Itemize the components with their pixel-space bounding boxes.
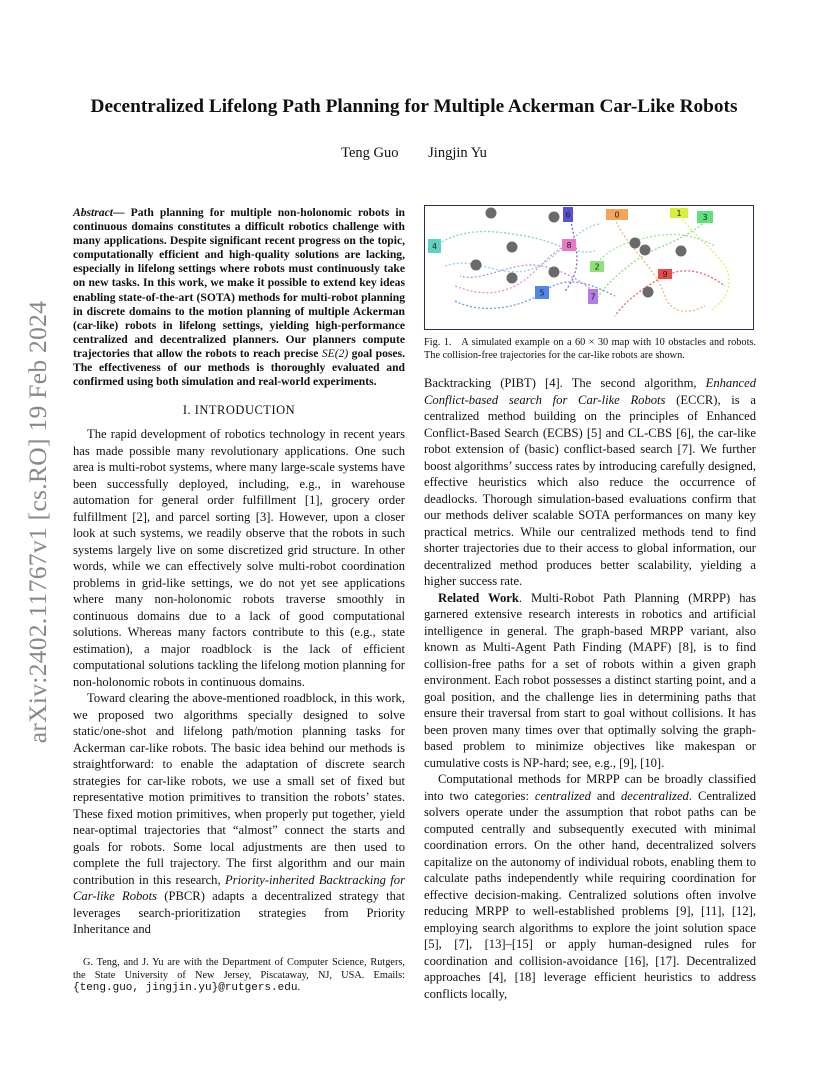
obstacle-circle — [643, 287, 654, 298]
obstacle-circle — [640, 245, 651, 256]
obstacle-circle — [507, 242, 518, 253]
robot-6 — [563, 207, 573, 222]
trajectory-path — [565, 216, 577, 291]
obstacle-circle — [549, 212, 560, 223]
figure-simulation — [424, 205, 754, 330]
obstacle-circle — [630, 238, 641, 249]
robot-0 — [606, 209, 628, 220]
figure-caption — [424, 337, 756, 362]
robot-label: 9 — [662, 270, 668, 279]
paragraph: Related Work. Multi-Robot Path Planning (MRPP) has garnered extensive research interests in robotics and artificial intelligence in general. The graph-based MRPP variant, also known as Multi-Agent Path Finding (MAPF) [8], is to find collision-free paths for a set of robots within a given graph environment. Each robot possesses a distinct starting point, and a goal position, and the challenge lies in determining paths that ensure their traversal from start to goal without collisions. It has been proven many times over that optimally solving the graph-based problem to minimize objectives like makespan or cumulative costs is NP-hard; see, e.g., [9], [10]. — [424, 590, 756, 770]
paragraph: Computational methods for MRPP can be broadly classified into two categories: centralized and decentralized. Centralized solvers operate under the assumption that robot paths can be computed centrally and subsequently executed with minimal coordination errors. On the other hand, decentralized solvers capitalize on the autonomy of individual robots, enabling them to calculate paths independently while requiring coordination for effective decision-making. Centralized solutions often involve reducing MRPP to well-established problems [9], [11], [12], employing search algorithms to explore the joint solution space [5], [7], [13]–[15] or apply human-designed rules for coordination and collision-avoidance [16], [17]. Decentralized approaches [4], [18] leverage efficient heuristics to address conflicts locally, — [424, 772, 756, 1001]
robot-label: 7 — [590, 292, 596, 302]
robot-label: 4 — [431, 242, 438, 251]
robot-label: 2 — [594, 262, 600, 272]
paragraph: Toward clearing the above-mentioned roadblock, in this work, we proposed two algorithms specially designed to solve static/one-shot and lifelong path/motion planning tasks for Ackerman car-like robots. The basic idea behind our methods is straightforward: to enable the adaptation of discrete search strategies for car-like robots, we use a small set of fixed but representative motion primitives to transition the robots’ states. These fixed motion primitives, when properly put together, yield near-optimal trajectories that “almost” connect the starts and goals for robots. Some local adjustments are then used to complete the full trajectory. The first algorithm and our main contribution in this research, Priority-inherited Backtracking for Car-like Robots (PBCR) adapts a decentralized strategy that leverages search-prioritization strategies from Priority Inheritance and — [73, 691, 405, 936]
robot-2 — [590, 261, 604, 272]
algorithm-name: Enhanced Conflict-based search for Car-like Robots — [424, 376, 756, 407]
footnote: G. Teng, and J. Yu are with the Department of Computer Science, Rutgers, the State University of New Jersey, Piscataway, NJ, USA. Emails: {teng.guo, jingjin.yu}@rutgers.edu. — [73, 957, 405, 995]
trajectory-path — [680, 216, 729, 311]
section-heading: I. INTRODUCTION — [182, 403, 296, 417]
right-column-text — [424, 375, 756, 1002]
obstacles — [471, 208, 687, 298]
robots — [428, 207, 713, 304]
simulation-map — [425, 206, 752, 328]
robot-8 — [562, 239, 576, 251]
author-list — [60, 145, 768, 162]
obstacle-circle — [676, 246, 687, 257]
robot-5 — [535, 286, 549, 299]
obstacle-circle — [507, 273, 518, 284]
robot-label: 8 — [566, 241, 572, 250]
robot-label: 6 — [565, 210, 571, 220]
abstract-math: SE(2) — [321, 346, 349, 360]
robot-7 — [588, 289, 598, 304]
author-name: Jingjin Yu — [428, 145, 487, 161]
trajectory-path — [455, 246, 565, 293]
abstract-dash: — — [112, 206, 131, 219]
robot-9 — [658, 269, 672, 279]
robot-label: 1 — [676, 209, 682, 218]
obstacle-circle — [549, 267, 560, 278]
arxiv-id: arXiv:2402.11767v1 [cs.RO] 19 Feb 2024 — [23, 300, 52, 744]
arxiv-sidebar — [20, 285, 56, 760]
algorithm-name: Priority-inherited Backtracking for Car-like Robots — [73, 872, 405, 903]
robot-1 — [670, 208, 688, 218]
trajectory-path — [595, 234, 715, 266]
abstract-text-end: goal poses. The effectiveness of our methods is thoroughly evaluated and confirmed using both simulation and real-world experiments. — [73, 346, 405, 389]
introduction-text — [73, 426, 405, 938]
robot-3 — [697, 211, 713, 223]
paragraph: Backtracking (PIBT) [4]. The second algorithm, Enhanced Conflict-based search for Car-like Robots (ECCR), is a centralized method building on the principles of Enhanced Conflict-Based Search (ECBS) [5] and CL-CBS [6], the car-like robot extension of (basic) conflict-based search [7]. We further boost algorithms’ success rates by introducing carefully designed, effective heuristics which also reduce the occurrence of deadlocks. Thorough simulation-based evaluations confirm that our methods deliver scalable SOTA performances on many key practical metrics. While our centralized methods tend to find shorter trajectories due to their access to global information, our decentralized method produces better scalability, yielding a higher success rate. — [424, 376, 756, 588]
robot-label: 3 — [702, 213, 708, 222]
trajectory-path — [460, 265, 593, 291]
paper-title: Decentralized Lifelong Path Planning for Multiple Ackerman Car-Like Robots — [90, 96, 738, 117]
robot-label: 0 — [614, 210, 620, 220]
robot-4 — [428, 239, 441, 253]
abstract-text: Path planning for multiple non-holonomic robots in continuous domains constitutes a difficult robotics challenge with many applications. Despite significant recent progress on the topic, computationally efficient and high-quality solutions are lacking, especially in lifelong settings where robots must continuously take on new tasks. In this work, we make it possible to extend key ideas enabling state-of-the-art (SOTA) methods for multi-robot planning in discrete domains to the motion planning of multiple Ackerman (car-like) robots in lifelong settings, yielding high-performance centralized and decentralized planners. Our planners compute trajectories that allow the robots to reach precise — [73, 206, 405, 360]
related-work-label: Related Work — [438, 590, 519, 605]
abstract-label: Abstract — [73, 206, 113, 219]
robot-label: 5 — [539, 288, 545, 298]
caption-text: A simulated example on a 60 × 30 map with 10 obstacles and robots. The collision-free trajectories for the car-like robots are shown. — [424, 337, 757, 361]
obstacle-circle — [471, 260, 482, 271]
abstract — [73, 206, 405, 389]
footnote-text: G. Teng, and J. Yu are with the Department of Computer Science, Rutgers, the State University of New Jersey, Piscataway, NJ, USA. Emails: — [73, 957, 405, 981]
author-name: Teng Guo — [341, 145, 399, 161]
caption-label: Fig. 1. — [424, 337, 452, 348]
obstacle-circle — [486, 208, 497, 219]
paragraph: The rapid development of robotics technology in recent years has made possible many revolutionary applications. One such area is multi-robot systems, where many large-scale systems have been successfully deployed, including, e.g., in warehouse automation for general order fulfillment [1], grocery order fulfillment [2], and parcel sorting [3]. However, upon a closer look at such systems, we readily observe that the robots in such systems largely live on some discretized grid structure. In other words, while we can effectively solve multi-robot coordination problems in grid-like settings, we do not yet see applications where many non-holonomic robots traverse smoothly in continuous domains due to a lack of good computational solutions. Whereas many factors contribute to this (e.g., state estimation), a major roadblock is the lack of efficient computational solutions tackling the lifelong motion planning for non-holonomic robots in continuous domains. — [73, 427, 405, 689]
footnote-emails: {teng.guo, jingjin.yu}@rutgers.edu — [73, 982, 298, 995]
